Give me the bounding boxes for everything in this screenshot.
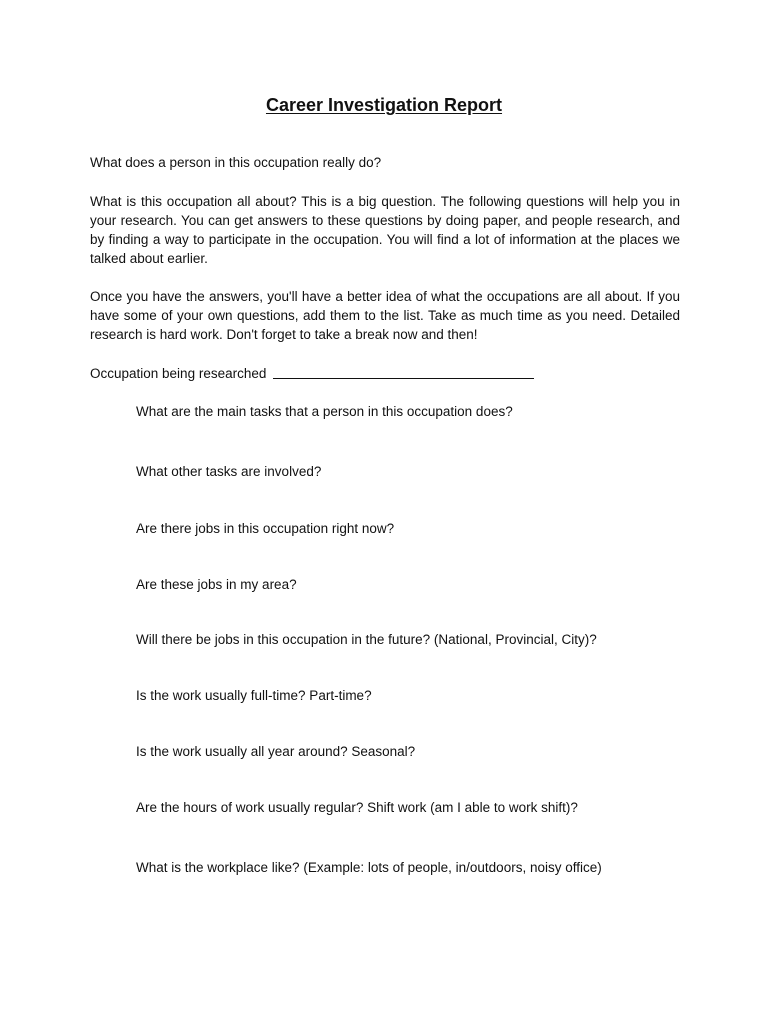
document-title: Career Investigation Report — [265, 95, 503, 115]
question-item: What are the main tasks that a person in this occupation does? — [136, 404, 513, 419]
occupation-field-row — [90, 364, 534, 383]
paragraph-research-guidance: What is this occupation all about? This is a big question. The following questions will help you in your research. You can get answers to these questions by doing paper, and people research, and by finding a way to participate in the occupation. You will find a lot of information at the places we talked about earlier. — [90, 194, 680, 266]
question-item: Is the work usually all year around? Seasonal? — [136, 744, 416, 759]
question-item: Are these jobs in my area? — [136, 577, 297, 592]
question-item: What other tasks are involved? — [136, 464, 322, 479]
question-item: Will there be jobs in this occupation in the future? (National, Provincial, City)? — [136, 632, 597, 647]
question-item: Are there jobs in this occupation right now? — [136, 521, 395, 536]
occupation-label: Occupation being researched — [90, 366, 267, 381]
question-item: Is the work usually full-time? Part-time? — [136, 688, 372, 703]
occupation-blank-line[interactable] — [273, 378, 534, 379]
intro-question: What does a person in this occupation really do? — [90, 155, 382, 170]
question-item: Are the hours of work usually regular? Shift work (am I able to work shift)? — [136, 800, 578, 815]
paragraph-answers-note: Once you have the answers, you'll have a better idea of what the occupations are all about. If you have some of your own questions, add them to the list. Take as much time as you need. Detailed research is hard work. Don't forget to take a break now and then! — [90, 289, 680, 342]
question-item: What is the workplace like? (Example: lots of people, in/outdoors, noisy office) — [136, 860, 602, 875]
